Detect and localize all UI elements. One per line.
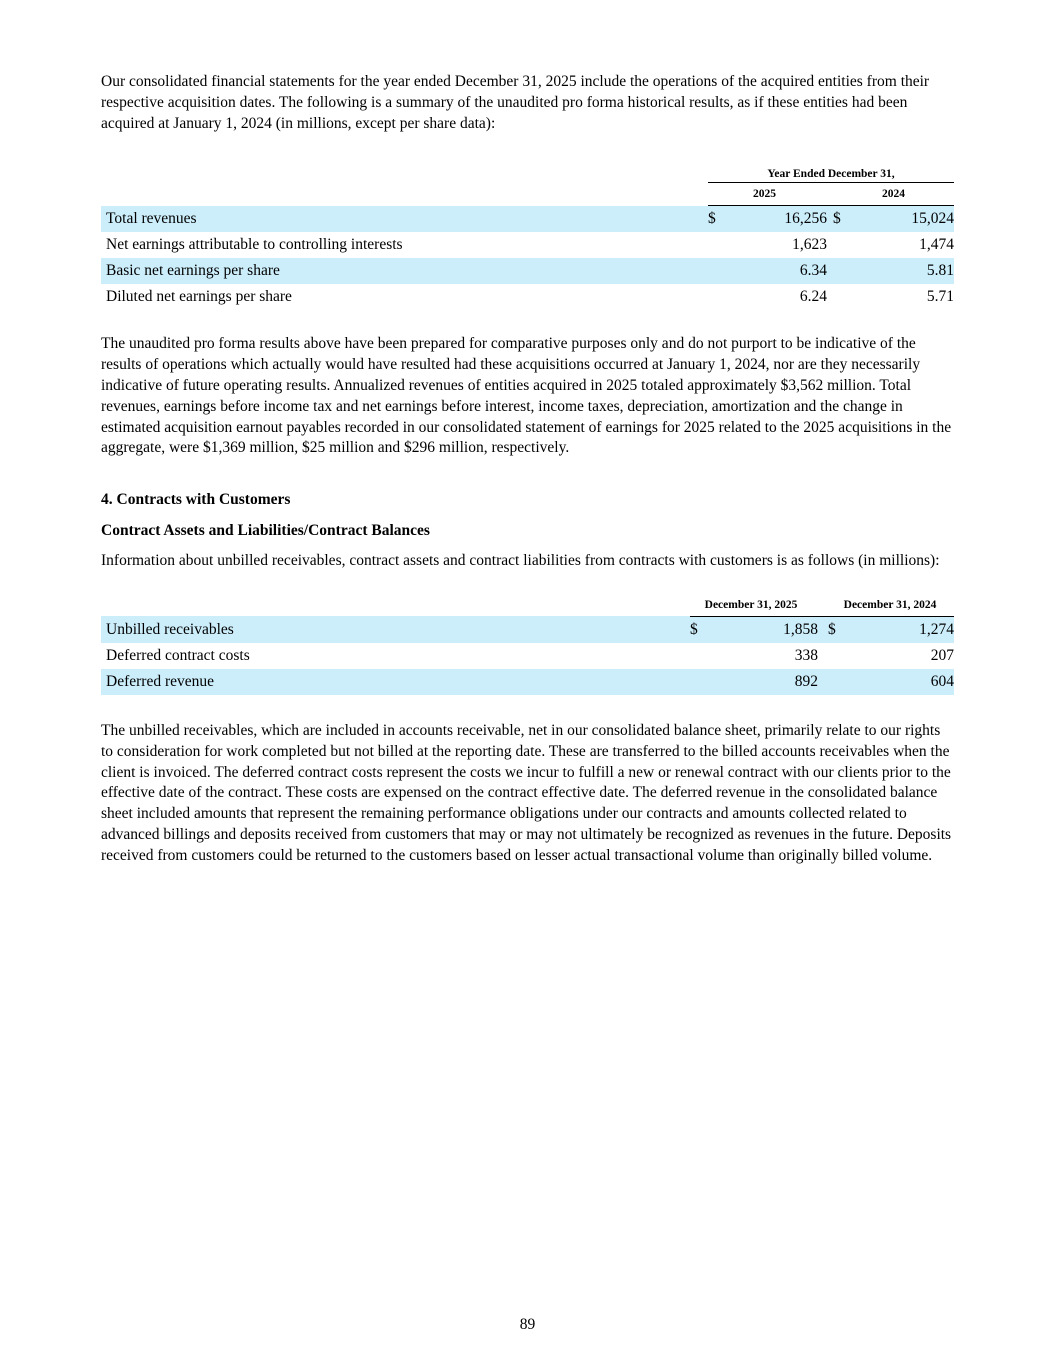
- value-2024: 207: [930, 646, 954, 664]
- pro-forma-table: [101, 166, 954, 310]
- value-2024: 1,274: [836, 616, 954, 643]
- table-row: [101, 206, 954, 233]
- value-2024: 5.81: [845, 258, 954, 284]
- contract-note: The unbilled receivables, which are included in accounts receivable, net in our consolidated balance sheet, primarily relate to our rights to consideration for work completed but not billed at the reporting date. These are transferred to the billed accounts receivables when the client is invoiced. The deferred contract costs represent the costs we incur to fulfill a new or renewal contract with our clients prior to the effective date of the contract. These costs are expensed on the contract effective date. The deferred revenue in the consolidated balance sheet included amounts that represent the remaining performance obligations under our contracts and amounts collected related to advanced billings and deposits received from customers that may or may not ultimately be recognized as revenues in the future. Deposits received from customers could be returned to the customers based on lesser actual transactional volume than originally billed volume.: [101, 721, 952, 864]
- table-row: [101, 284, 954, 310]
- contract-intro: Information about unbilled receivables, contract assets and contract liabilities from contracts with customers is as follows (in millions):: [101, 552, 940, 570]
- currency-symbol: [818, 669, 836, 695]
- row-label: Net earnings attributable to controlling interests: [106, 236, 403, 254]
- currency-symbol: $: [827, 206, 845, 233]
- currency-symbol: [818, 643, 836, 669]
- currency-symbol: [827, 258, 845, 284]
- currency-symbol: $: [708, 206, 726, 233]
- row-label: Total revenues: [101, 206, 708, 233]
- table-row: [101, 616, 954, 643]
- table-row: [101, 643, 954, 669]
- table-row: [101, 258, 954, 284]
- currency-symbol: $: [818, 616, 836, 643]
- currency-symbol: [708, 232, 726, 258]
- value-2024: 604: [836, 669, 954, 695]
- intro-paragraph: Our consolidated financial statements for the year ended December 31, 2025 include the operations of the acquired entities from their respective acquisition dates. The following is a summary of the unaudited pro forma historical results, as if these entities had been acquired at January 1, 2024 (in millions, except per share data):: [101, 73, 930, 132]
- value-2025: 338: [794, 646, 818, 664]
- contract-col-2024: December 31, 2024: [818, 594, 954, 617]
- pro-forma-col-2024: 2024: [827, 183, 954, 206]
- row-label: Diluted net earnings per share: [106, 288, 292, 306]
- pro-forma-note: The unaudited pro forma results above have been prepared for comparative purposes only and do not purport to be indicative of the results of operations which actually would have resulted had these acquisitions occurred at January 1, 2024, nor are they necessarily indicative of future operating results. Annualized revenues of entities acquired in 2025 totaled approximately $3,562 million. Total revenues, earnings before income tax and net earnings before interest, income taxes, depreciation, amortization and the change in estimated acquisition earnout payables recorded in our consolidated statement of earnings for 2025 related to the 2025 acquisitions in the aggregate, were $1,369 million, $25 million and $296 million, respectively.: [101, 335, 952, 457]
- currency-symbol: [690, 643, 708, 669]
- currency-symbol: [708, 284, 726, 310]
- value-2025: 16,256: [726, 206, 827, 233]
- pro-forma-col-2025: 2025: [708, 183, 827, 206]
- value-2025: 6.34: [726, 258, 827, 284]
- table-row: [101, 669, 954, 695]
- currency-symbol: $: [690, 616, 708, 643]
- row-label: Basic net earnings per share: [101, 258, 708, 284]
- pro-forma-group-header: Year Ended December 31,: [708, 166, 954, 183]
- row-label: Unbilled receivables: [101, 616, 690, 643]
- value-2025: 892: [708, 669, 818, 695]
- page-number: 89: [519, 1316, 536, 1333]
- contract-balances-table: [101, 594, 954, 695]
- currency-symbol: [690, 669, 708, 695]
- row-label: Deferred revenue: [101, 669, 690, 695]
- document-page: [101, 72, 954, 867]
- value-2024: 1,474: [919, 236, 955, 254]
- currency-symbol: [827, 232, 845, 258]
- table-row: [101, 232, 954, 258]
- currency-symbol: [827, 284, 845, 310]
- value-2025: 6.24: [799, 288, 827, 306]
- value-2025: 1,623: [792, 236, 827, 254]
- row-label: Deferred contract costs: [106, 646, 250, 664]
- section-heading: 4. Contracts with Customers: [101, 491, 291, 509]
- value-2024: 5.71: [926, 288, 955, 306]
- value-2024: 15,024: [845, 206, 954, 233]
- value-2025: 1,858: [708, 616, 818, 643]
- subsection-heading: Contract Assets and Liabilities/Contract Balances: [101, 522, 430, 540]
- contract-col-2025: December 31, 2025: [690, 594, 818, 617]
- currency-symbol: [708, 258, 726, 284]
